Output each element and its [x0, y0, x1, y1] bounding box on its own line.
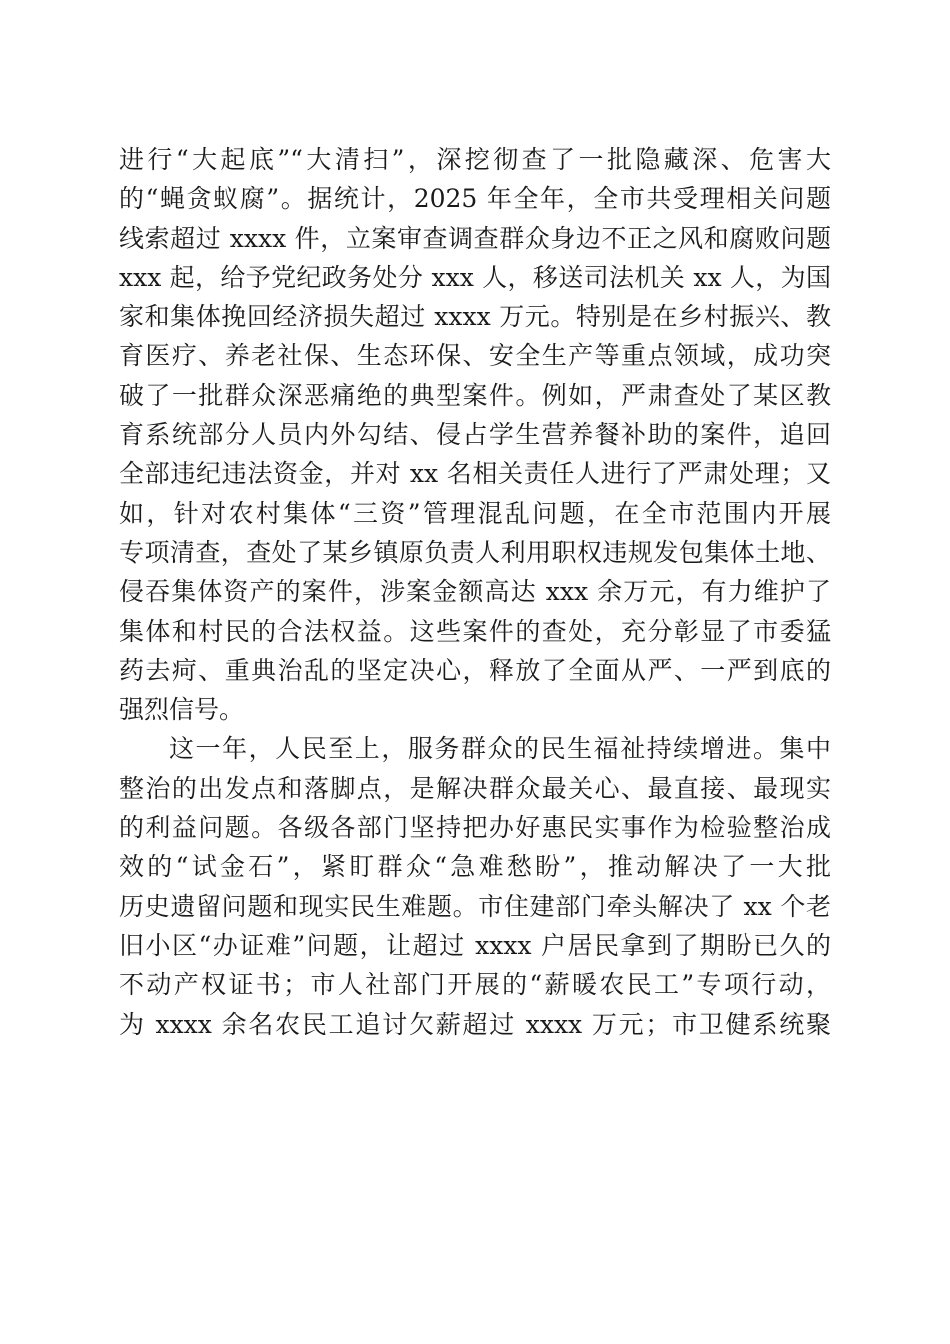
text-line: 的利益问题。各级各部门坚持把办好惠民实事作为检验整治成 [119, 813, 831, 843]
text-line: 全部违纪违法资金，并对 xx 名相关责任人进行了严肃处理；又 [119, 459, 831, 489]
text-line: 强烈信号。 [119, 695, 245, 725]
text-line: 药去疴、重典治乱的坚定决心，释放了全面从严、一严到底的 [119, 655, 831, 685]
paragraph-case-handling [119, 140, 831, 729]
text-line: 育系统部分人员内外勾结、侵占学生营养餐补助的案件，追回 [119, 420, 831, 450]
text-line: 效的“试金石”，紧盯群众“急难愁盼”，推动解决了一大批 [119, 852, 831, 882]
paragraph-livelihood [119, 729, 831, 1043]
text-line: 的“蝇贪蚁腐”。据统计，2025 年全年，全市共受理相关问题 [119, 184, 831, 214]
text-line: 这一年，人民至上，服务群众的民生福祉持续增进。集中 [169, 734, 831, 764]
text-line: 家和集体挽回经济损失超过 xxxx 万元。特别是在乡村振兴、教 [119, 302, 831, 332]
document-body [119, 140, 831, 1044]
text-line: 如，针对农村集体“三资”管理混乱问题，在全市范围内开展 [119, 498, 831, 528]
text-line: 破了一批群众深恶痛绝的典型案件。例如，严肃查处了某区教 [119, 380, 831, 410]
text-line: 整治的出发点和落脚点，是解决群众最关心、最直接、最现实 [119, 773, 831, 803]
text-line: 专项清查，查处了某乡镇原负责人利用职权违规发包集体土地、 [119, 537, 831, 567]
text-line: 育医疗、养老社保、生态环保、安全生产等重点领域，成功突 [119, 341, 831, 371]
text-line: 历史遗留问题和现实民生难题。市住建部门牵头解决了 xx 个老 [119, 891, 831, 921]
text-line: 旧小区“办证难”问题，让超过 xxxx 户居民拿到了期盼已久的 [119, 930, 831, 960]
text-line: 为 xxxx 余名农民工追讨欠薪超过 xxxx 万元；市卫健系统聚 [119, 1009, 831, 1039]
text-line: 不动产权证书；市人社部门开展的“薪暖农民工”专项行动， [119, 970, 831, 1000]
text-line: 集体和村民的合法权益。这些案件的查处，充分彰显了市委猛 [119, 616, 831, 646]
text-line: xxx 起，给予党纪政务处分 xxx 人，移送司法机关 xx 人，为国 [119, 262, 831, 292]
text-line: 线索超过 xxxx 件，立案审查调查群众身边不正之风和腐败问题 [119, 223, 831, 253]
text-line: 进行“大起底”“大清扫”，深挖彻查了一批隐藏深、危害大 [119, 145, 831, 174]
text-line: 侵吞集体资产的案件，涉案金额高达 xxx 余万元，有力维护了 [119, 577, 831, 607]
